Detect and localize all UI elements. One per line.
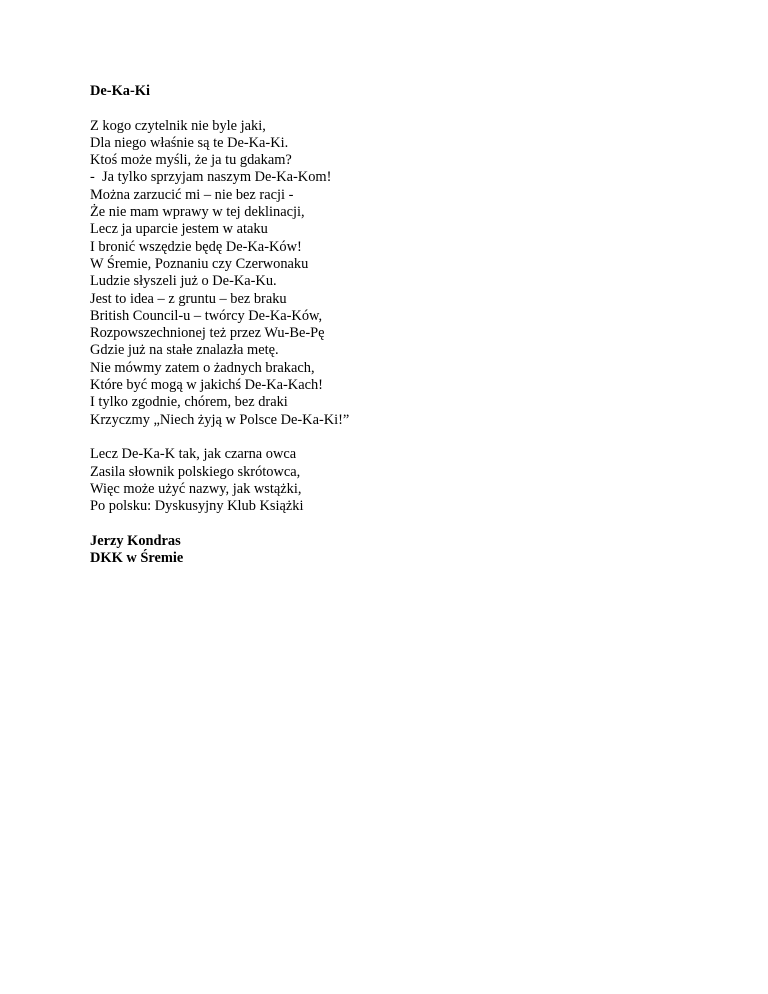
signature xyxy=(90,533,690,568)
poem-line: Ludzie słyszeli już o De-Ka-Ku. xyxy=(90,273,277,290)
poem-line: Lecz De-Ka-K tak, jak czarna owca xyxy=(90,446,297,463)
poem-line: Z kogo czytelnik nie byle jaki, xyxy=(90,117,266,134)
poem-line: Lecz ja uparcie jestem w ataku xyxy=(90,221,268,238)
poem-line: Ktoś może myśli, że ja tu gdakam? xyxy=(90,152,292,169)
poem-line: Krzyczmy „Niech żyją w Polsce De-Ka-Ki!” xyxy=(90,411,350,428)
poem-line: Więc może użyć nazwy, jak wstążki, xyxy=(90,480,302,497)
poem-line: Zasila słownik polskiego skrótowca, xyxy=(90,463,301,480)
stanza-1 xyxy=(90,118,690,429)
poem-line: Rozpowszechnionej też przez Wu-Be-Pę xyxy=(90,325,325,342)
poem-line: Które być mogą w jakichś De-Ka-Kach! xyxy=(90,377,323,394)
poem-line: Że nie mam wprawy w tej deklinacji, xyxy=(90,204,305,221)
club-name: DKK w Śremie xyxy=(90,550,184,567)
poem-line: I tylko zgodnie, chórem, bez draki xyxy=(90,394,288,411)
author-name: Jerzy Kondras xyxy=(90,532,181,549)
poem-line: Dla niego właśnie są te De-Ka-Ki. xyxy=(90,134,289,151)
poem-line: Jest to idea – z gruntu – bez braku xyxy=(90,290,287,307)
poem-line: British Council-u – twórcy De-Ka-Ków, xyxy=(90,307,323,324)
stanza-2 xyxy=(90,446,690,515)
poem-line: Gdzie już na stałe znalazła metę. xyxy=(90,342,279,359)
poem-line: I bronić wszędzie będę De-Ka-Ków! xyxy=(90,238,302,255)
poem-line: Można zarzucić mi – nie bez racji - xyxy=(90,186,294,203)
poem-line: Nie mówmy zatem o żadnych brakach, xyxy=(90,359,315,376)
document-page xyxy=(90,83,690,567)
poem-line: Po polsku: Dyskusyjny Klub Książki xyxy=(90,498,304,515)
poem-line: - Ja tylko sprzyjam naszym De-Ka-Kom! xyxy=(90,169,332,186)
poem-title: De-Ka-Ki xyxy=(90,83,150,99)
poem-line: W Śremie, Poznaniu czy Czerwonaku xyxy=(90,255,309,272)
